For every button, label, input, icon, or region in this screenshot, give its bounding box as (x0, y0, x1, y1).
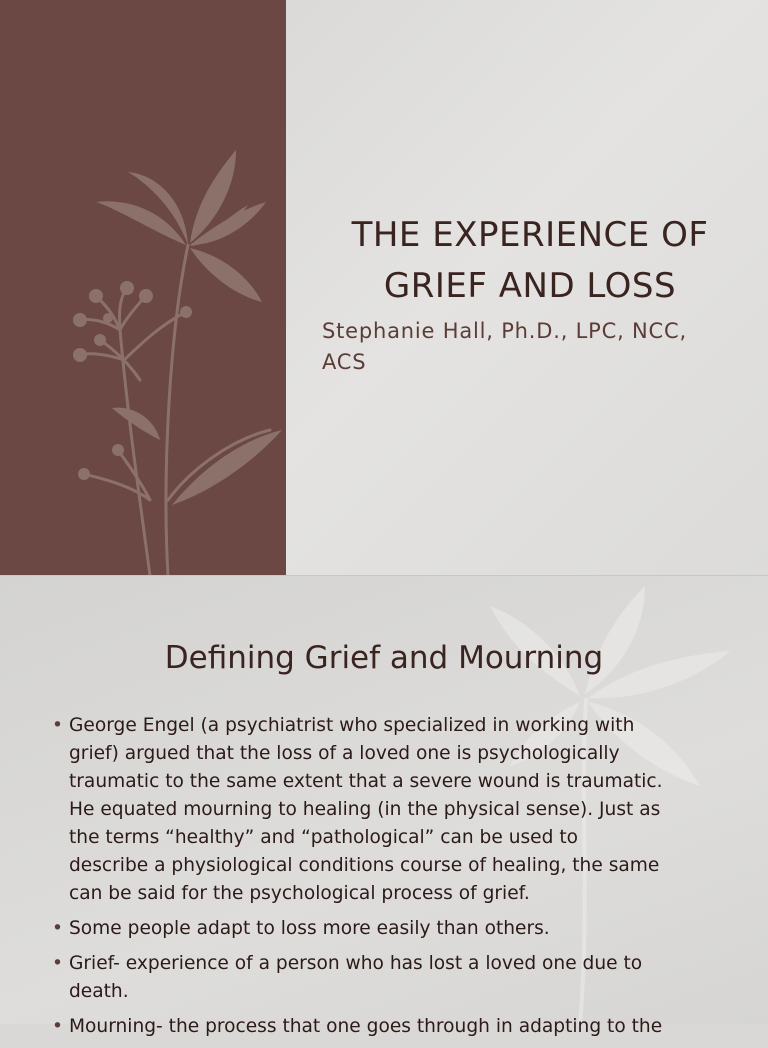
bullet-line: describe a physiological conditions course of healing, the same (69, 855, 660, 876)
bullet-line: He equated mourning to healing (in the physical sense). Just as (69, 799, 661, 820)
bullet-list (52, 712, 752, 1048)
bullet-line: Some people adapt to loss more easily than others. (69, 918, 550, 939)
bullet-line: can be said for the psychological process of grief. (69, 883, 530, 904)
subtitle-line-1: Stephanie Hall, Ph.D., LPC, NCC, (322, 319, 687, 343)
bullet-marker-icon: • (52, 953, 63, 974)
bullet-line: Grief- experience of a person who has lost a loved one due to (69, 953, 643, 974)
bullet-line: grief) argued that the loss of a loved one is psychologically (69, 743, 620, 764)
bullet-marker-icon: • (52, 715, 63, 736)
content-slide (0, 576, 768, 1037)
bullet-marker-icon: • (52, 918, 63, 939)
plant-illustration-icon (0, 0, 286, 576)
author-subtitle (322, 316, 742, 378)
bullet-line: the terms “healthy” and “pathological” can be used to (69, 827, 578, 848)
title-line-1: THE EXPERIENCE OF (351, 215, 709, 255)
title-line-2: GRIEF AND LOSS (383, 266, 677, 306)
bullet-line: Mourning- the process that one goes through in adapting to the (69, 1016, 663, 1037)
bullet-item (52, 950, 752, 1006)
bullet-marker-icon: • (52, 1016, 63, 1037)
bullet-line: George Engel (a psychiatrist who specialized in working with (69, 715, 635, 736)
bullet-item (52, 915, 752, 943)
slide-title (300, 210, 760, 312)
bullet-item (52, 1013, 752, 1041)
bullet-item (52, 712, 752, 908)
subtitle-line-2: ACS (322, 350, 367, 374)
slide-heading: Defining Grief and Mourning (164, 640, 604, 676)
bullet-line: death. (69, 981, 129, 1002)
bullet-line: traumatic to the same extent that a severe wound is traumatic. (69, 771, 663, 792)
